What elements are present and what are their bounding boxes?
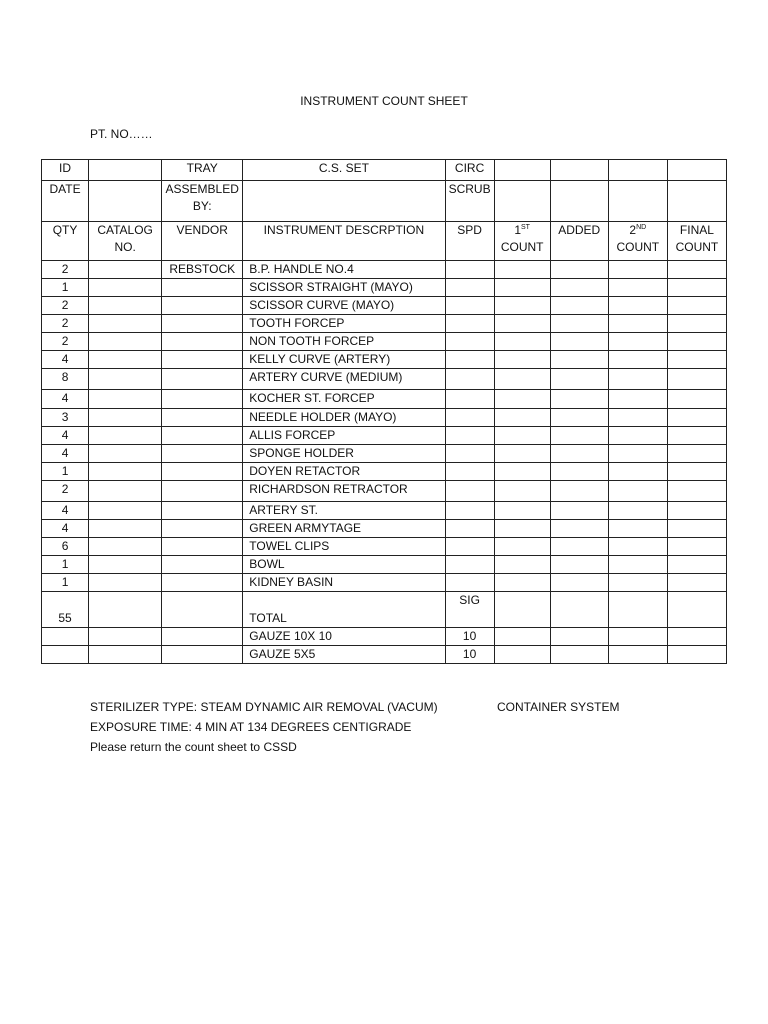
second-count-cell	[608, 481, 667, 502]
added-cell	[550, 502, 608, 520]
first-count-ordinal: ST	[521, 224, 530, 231]
vendor-cell	[162, 574, 243, 592]
gauze-row	[42, 646, 727, 664]
table-row	[42, 315, 727, 333]
catalog-no-cell	[89, 628, 162, 646]
total-row	[42, 592, 727, 628]
vendor-cell	[162, 351, 243, 369]
catalog-no-header: CATALOG NO.	[89, 222, 162, 261]
second-count-cell	[608, 333, 667, 351]
description-cell: KELLY CURVE (ARTERY)	[243, 351, 445, 369]
added-cell	[550, 409, 608, 427]
description-cell: B.P. HANDLE NO.4	[243, 261, 445, 279]
first-count-cell	[494, 261, 550, 279]
vendor-cell	[162, 279, 243, 297]
spd-header: SPD	[445, 222, 494, 261]
table-row	[42, 538, 727, 556]
description-cell: ARTERY ST.	[243, 502, 445, 520]
final-count-cell	[667, 481, 726, 502]
second-count-cell	[608, 445, 667, 463]
added-cell	[550, 351, 608, 369]
vendor-cell	[162, 520, 243, 538]
circ-label: CIRC	[445, 160, 494, 181]
instrument-count-table	[41, 159, 727, 664]
final-count-cell	[667, 333, 726, 351]
second-count-cell	[608, 369, 667, 390]
description-cell: GAUZE 10X 10	[243, 628, 445, 646]
added-cell	[550, 261, 608, 279]
qty-cell: 3	[42, 409, 89, 427]
catalog-no-cell	[89, 592, 162, 628]
assembled-by-label: ASSEMBLED BY:	[162, 181, 243, 222]
second-count-cell	[608, 409, 667, 427]
total-qty-cell: 55	[42, 592, 89, 628]
vendor-header: VENDOR	[162, 222, 243, 261]
assembled-by-value-cell	[243, 181, 445, 222]
qty-cell: 4	[42, 351, 89, 369]
date-label: DATE	[42, 181, 89, 222]
table-row	[42, 369, 727, 390]
second-count-cell	[608, 297, 667, 315]
table-row	[42, 261, 727, 279]
count-cell	[494, 592, 550, 628]
count-cell	[494, 646, 550, 664]
second-count-number: 2	[629, 223, 637, 237]
vendor-cell	[162, 481, 243, 502]
spd-cell	[445, 463, 494, 481]
added-cell	[550, 556, 608, 574]
added-header: ADDED	[550, 222, 608, 261]
table-row	[42, 481, 727, 502]
id-label: ID	[42, 160, 89, 181]
qty-cell: 4	[42, 445, 89, 463]
first-count-cell	[494, 333, 550, 351]
count-cell	[608, 628, 667, 646]
final-count-cell	[667, 315, 726, 333]
vendor-cell	[162, 409, 243, 427]
added-cell	[550, 333, 608, 351]
spd-cell	[445, 538, 494, 556]
second-count-cell	[608, 390, 667, 409]
date-value-cell	[89, 181, 162, 222]
description-cell: KOCHER ST. FORCEP	[243, 390, 445, 409]
catalog-no-cell	[89, 390, 162, 409]
sheet-title: INSTRUMENT COUNT SHEET	[300, 94, 468, 108]
count-cell	[667, 628, 726, 646]
second-count-word: COUNT	[616, 240, 660, 254]
added-cell	[550, 369, 608, 390]
vendor-cell	[162, 427, 243, 445]
table-row	[42, 445, 727, 463]
second-count-ordinal: ND	[636, 224, 647, 231]
description-cell: BOWL	[243, 556, 445, 574]
table-row	[42, 427, 727, 445]
final-count-cell	[667, 351, 726, 369]
description-cell: DOYEN RETACTOR	[243, 463, 445, 481]
catalog-no-cell	[89, 333, 162, 351]
catalog-no-cell	[89, 481, 162, 502]
id-value-cell	[89, 160, 162, 181]
first-count-cell	[494, 390, 550, 409]
catalog-no-cell	[89, 297, 162, 315]
first-count-cell	[494, 520, 550, 538]
qty-cell: 2	[42, 297, 89, 315]
vendor-cell	[162, 502, 243, 520]
count-cell	[608, 646, 667, 664]
catalog-no-cell	[89, 445, 162, 463]
sterilizer-type: STERILIZER TYPE: STEAM DYNAMIC AIR REMOVAL (VACUM)	[90, 700, 438, 714]
first-count-cell	[494, 463, 550, 481]
count-cell	[667, 646, 726, 664]
spd-cell	[445, 427, 494, 445]
first-count-cell	[494, 297, 550, 315]
patient-number: PT. NO……	[90, 127, 153, 141]
vendor-cell: REBSTOCK	[162, 261, 243, 279]
vendor-cell	[162, 445, 243, 463]
added-cell	[550, 445, 608, 463]
catalog-no-cell	[89, 409, 162, 427]
qty-cell: 4	[42, 520, 89, 538]
second-count-cell	[608, 538, 667, 556]
header-row-id	[42, 160, 727, 181]
table-row	[42, 520, 727, 538]
table-row	[42, 502, 727, 520]
catalog-no-cell	[89, 520, 162, 538]
description-cell: ARTERY CURVE (MEDIUM)	[243, 369, 445, 390]
final-count-cell	[667, 538, 726, 556]
vendor-cell	[162, 333, 243, 351]
description-cell: GREEN ARMYTAGE	[243, 520, 445, 538]
catalog-no-cell	[89, 574, 162, 592]
vendor-cell	[162, 538, 243, 556]
table-row	[42, 556, 727, 574]
spd-cell	[445, 297, 494, 315]
second-count-cell	[608, 556, 667, 574]
second-count-cell	[608, 351, 667, 369]
total-label-cell: TOTAL	[243, 592, 445, 628]
spd-cell	[445, 261, 494, 279]
final-count-cell	[667, 502, 726, 520]
first-count-cell	[494, 351, 550, 369]
qty-cell: 2	[42, 481, 89, 502]
vendor-cell	[162, 592, 243, 628]
qty-cell: 2	[42, 333, 89, 351]
qty-cell	[42, 628, 89, 646]
added-cell	[550, 463, 608, 481]
scrub-label: SCRUB	[445, 181, 494, 222]
qty-cell: 1	[42, 574, 89, 592]
first-count-cell	[494, 315, 550, 333]
catalog-no-cell	[89, 279, 162, 297]
description-cell: SPONGE HOLDER	[243, 445, 445, 463]
spd-cell	[445, 369, 494, 390]
first-count-word: COUNT	[500, 240, 544, 254]
catalog-no-cell	[89, 369, 162, 390]
vendor-cell	[162, 628, 243, 646]
catalog-no-cell	[89, 502, 162, 520]
final-count-cell	[667, 427, 726, 445]
catalog-no-cell	[89, 538, 162, 556]
count-cell	[494, 628, 550, 646]
second-count-cell	[608, 427, 667, 445]
container-system: CONTAINER SYSTEM	[497, 700, 620, 714]
exposure-time: EXPOSURE TIME: 4 MIN AT 134 DEGREES CENTIGRADE	[90, 720, 412, 734]
description-cell: SCISSOR STRAIGHT (MAYO)	[243, 279, 445, 297]
final-count-cell	[667, 409, 726, 427]
vendor-cell	[162, 646, 243, 664]
final-count-cell	[667, 445, 726, 463]
catalog-no-cell	[89, 351, 162, 369]
description-cell: GAUZE 5X5	[243, 646, 445, 664]
final-count-cell	[667, 369, 726, 390]
second-count-cell	[608, 315, 667, 333]
spd-cell	[445, 333, 494, 351]
description-cell: NON TOOTH FORCEP	[243, 333, 445, 351]
final-count-cell	[667, 390, 726, 409]
catalog-no-cell	[89, 261, 162, 279]
header-row-date	[42, 181, 727, 222]
final-count-cell	[667, 556, 726, 574]
cs-set-label: C.S. SET	[243, 160, 445, 181]
first-count-header	[494, 222, 550, 261]
instrument-description-header: INSTRUMENT DESCRPTION	[243, 222, 445, 261]
final-count-cell	[667, 574, 726, 592]
gauze-row	[42, 628, 727, 646]
first-count-cell	[494, 556, 550, 574]
qty-header: QTY	[42, 222, 89, 261]
spd-cell	[445, 351, 494, 369]
description-cell: KIDNEY BASIN	[243, 574, 445, 592]
qty-cell: 1	[42, 279, 89, 297]
vendor-cell	[162, 297, 243, 315]
table-row	[42, 463, 727, 481]
count-cell	[608, 592, 667, 628]
second-count-cell	[608, 279, 667, 297]
qty-cell: 4	[42, 427, 89, 445]
qty-cell: 2	[42, 261, 89, 279]
spd-cell: 10	[445, 628, 494, 646]
spd-cell	[445, 315, 494, 333]
catalog-no-cell	[89, 463, 162, 481]
vendor-cell	[162, 390, 243, 409]
vendor-cell	[162, 556, 243, 574]
qty-cell: 4	[42, 390, 89, 409]
spd-cell	[445, 409, 494, 427]
first-count-cell	[494, 427, 550, 445]
description-cell: TOWEL CLIPS	[243, 538, 445, 556]
table-row	[42, 297, 727, 315]
added-cell	[550, 538, 608, 556]
catalog-no-cell	[89, 556, 162, 574]
table-row	[42, 279, 727, 297]
count-cell	[550, 592, 608, 628]
vendor-cell	[162, 315, 243, 333]
count-cell	[550, 628, 608, 646]
count-cell	[550, 646, 608, 664]
final-count-cell	[667, 520, 726, 538]
added-cell	[550, 520, 608, 538]
spd-cell	[445, 520, 494, 538]
second-count-cell	[608, 502, 667, 520]
first-count-number: 1	[514, 223, 522, 237]
spd-cell	[445, 445, 494, 463]
second-count-cell	[608, 520, 667, 538]
qty-cell: 8	[42, 369, 89, 390]
table-row	[42, 333, 727, 351]
spd-cell	[445, 279, 494, 297]
added-cell	[550, 315, 608, 333]
qty-cell: 4	[42, 502, 89, 520]
description-cell: SCISSOR CURVE (MAYO)	[243, 297, 445, 315]
first-count-cell	[494, 574, 550, 592]
count-cell	[667, 592, 726, 628]
added-cell	[550, 574, 608, 592]
second-count-header	[608, 222, 667, 261]
qty-cell: 2	[42, 315, 89, 333]
spd-cell	[445, 502, 494, 520]
spd-cell: 10	[445, 646, 494, 664]
vendor-cell	[162, 463, 243, 481]
first-count-cell	[494, 502, 550, 520]
description-cell: NEEDLE HOLDER (MAYO)	[243, 409, 445, 427]
first-count-cell	[494, 481, 550, 502]
final-count-cell	[667, 261, 726, 279]
catalog-no-cell	[89, 646, 162, 664]
table-row	[42, 574, 727, 592]
description-cell: ALLIS FORCEP	[243, 427, 445, 445]
qty-cell	[42, 646, 89, 664]
second-count-cell	[608, 261, 667, 279]
qty-cell: 1	[42, 556, 89, 574]
added-cell	[550, 390, 608, 409]
first-count-cell	[494, 538, 550, 556]
qty-cell: 1	[42, 463, 89, 481]
second-count-cell	[608, 574, 667, 592]
vendor-cell	[162, 369, 243, 390]
final-count-cell	[667, 297, 726, 315]
added-cell	[550, 427, 608, 445]
description-cell: TOOTH FORCEP	[243, 315, 445, 333]
added-cell	[550, 481, 608, 502]
qty-cell: 6	[42, 538, 89, 556]
table-row	[42, 351, 727, 369]
description-cell: RICHARDSON RETRACTOR	[243, 481, 445, 502]
added-cell	[550, 297, 608, 315]
spd-cell	[445, 390, 494, 409]
sig-cell: SIG	[445, 592, 494, 628]
final-count-cell	[667, 463, 726, 481]
final-count-header: FINAL COUNT	[667, 222, 726, 261]
catalog-no-cell	[89, 315, 162, 333]
first-count-cell	[494, 409, 550, 427]
table-row	[42, 390, 727, 409]
tray-label: TRAY	[162, 160, 243, 181]
final-count-cell	[667, 279, 726, 297]
spd-cell	[445, 556, 494, 574]
catalog-no-cell	[89, 427, 162, 445]
second-count-cell	[608, 463, 667, 481]
first-count-cell	[494, 445, 550, 463]
first-count-cell	[494, 369, 550, 390]
column-header-row	[42, 222, 727, 261]
first-count-cell	[494, 279, 550, 297]
spd-cell	[445, 481, 494, 502]
return-note: Please return the count sheet to CSSD	[90, 740, 297, 754]
spd-cell	[445, 574, 494, 592]
table-row	[42, 409, 727, 427]
added-cell	[550, 279, 608, 297]
